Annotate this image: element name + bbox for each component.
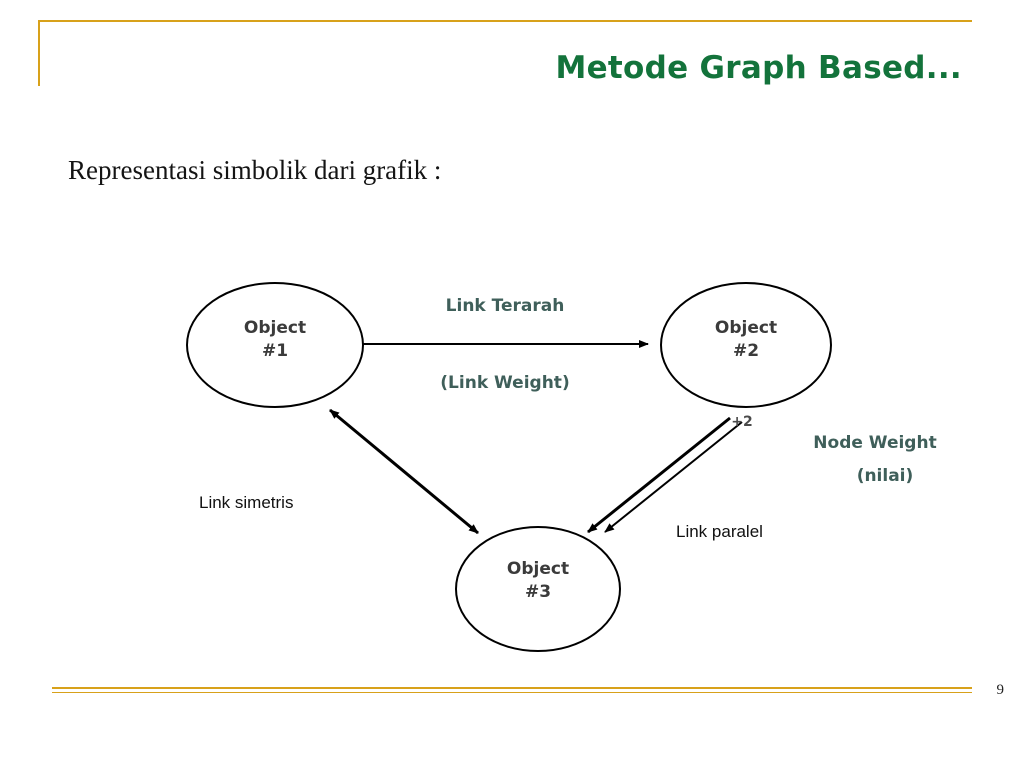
- node-object-3-label-line1: Object: [506, 559, 570, 579]
- label-node-weight-tag: +2: [731, 414, 753, 430]
- footer-rule: [52, 687, 972, 689]
- header-left-rule: [38, 20, 40, 86]
- annotation-link-simetris: Link simetris: [199, 493, 294, 512]
- footer-rule-secondary: [52, 692, 972, 693]
- label-link-terarah: Link Terarah: [445, 296, 565, 316]
- label-node-weight: Node Weight: [813, 433, 937, 453]
- header-top-rule: [38, 20, 972, 22]
- node-object-1-label-line1: Object: [243, 318, 307, 338]
- page-number: 9: [996, 682, 1004, 698]
- annotation-link-paralel: Link paralel: [676, 522, 763, 541]
- label-node-weight-value: (nilai): [856, 466, 914, 486]
- edge-object2-object3-a: [588, 418, 730, 532]
- graph-diagram: [0, 240, 1024, 670]
- edge-object2-object3-b: [605, 422, 742, 532]
- node-object-2-label-line2: #2: [732, 341, 760, 361]
- page-title: Metode Graph Based...: [555, 50, 962, 86]
- label-link-weight: (Link Weight): [440, 373, 570, 393]
- node-object-3-label-line2: #3: [524, 582, 552, 602]
- slide-header: [38, 20, 972, 92]
- edge-object1-object3-symmetric: [330, 410, 478, 533]
- node-object-1-label-line2: #1: [261, 341, 289, 361]
- slide-subtitle: Representasi simbolik dari grafik :: [68, 155, 442, 185]
- node-object-2-label-line1: Object: [714, 318, 778, 338]
